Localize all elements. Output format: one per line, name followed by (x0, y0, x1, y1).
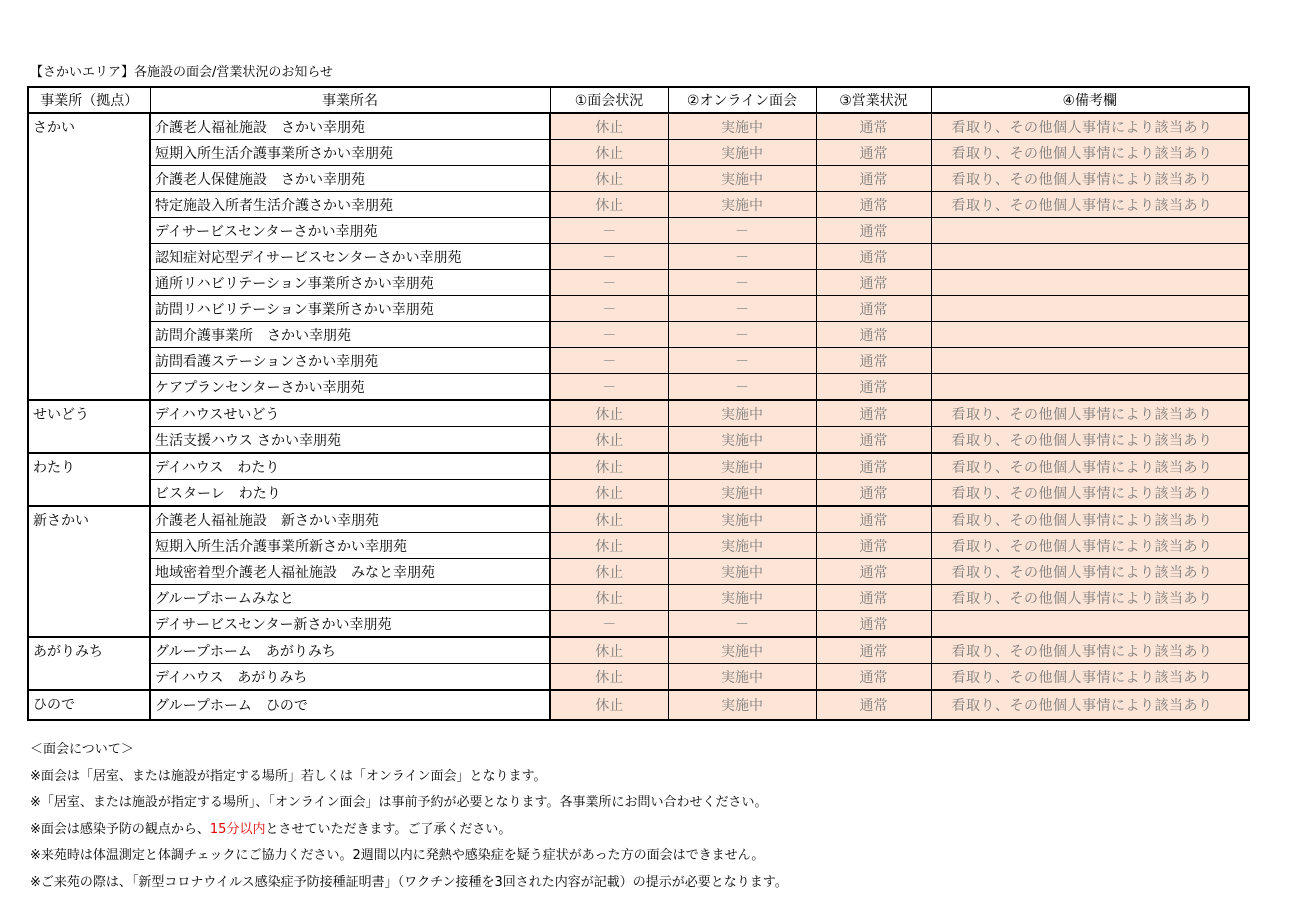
office-cell: せいどう (28, 400, 150, 453)
table-row (28, 140, 1249, 166)
visit-status-cell: － (550, 296, 668, 322)
facility-name-cell: 訪問介護事業所 さかい幸朋苑 (150, 322, 550, 348)
remarks-cell (931, 611, 1249, 638)
remarks-cell (931, 244, 1249, 270)
facility-status-table (27, 86, 1250, 721)
remarks-cell: 看取り、その他個人事情により該当あり (931, 453, 1249, 480)
visit-status-cell: 休止 (550, 690, 668, 720)
note-line-4: ※来苑時は体温測定と体調チェックにご協力ください。2週間以内に発熱や感染症を疑う症状があった方の面会はできません。 (30, 848, 765, 863)
header-facility-name: 事業所名 (150, 87, 550, 113)
business-status-cell: 通常 (816, 166, 931, 192)
table-row (28, 374, 1249, 401)
header-visit-status: ①面会状況 (550, 87, 668, 113)
online-visit-cell: 実施中 (668, 664, 816, 691)
online-visit-cell: 実施中 (668, 453, 816, 480)
business-status-cell: 通常 (816, 637, 931, 664)
facility-name-cell: デイハウスせいどう (150, 400, 550, 427)
note-time-limit-highlight: 15分以内 (209, 821, 266, 837)
table-row (28, 192, 1249, 218)
note-line-3-before: ※面会は感染予防の観点から、 (30, 821, 210, 837)
remarks-cell: 看取り、その他個人事情により該当あり (931, 585, 1249, 611)
note-line-3-after: とさせていただきます。ご了承ください。 (265, 821, 512, 837)
visit-status-cell: 休止 (550, 533, 668, 559)
note-line-3 (30, 817, 788, 844)
facility-name-cell: 訪問看護ステーションさかい幸朋苑 (150, 348, 550, 374)
note-line-1: ※面会は「居室、または施設が指定する場所」若しくは「オンライン面会」となります。 (30, 768, 547, 784)
visit-status-cell: 休止 (550, 637, 668, 664)
business-status-cell: 通常 (816, 611, 931, 638)
facility-name-cell: グループホーム ひので (150, 690, 550, 720)
online-visit-cell: 実施中 (668, 140, 816, 166)
online-visit-cell: － (668, 348, 816, 374)
visit-status-cell: － (550, 348, 668, 374)
facility-name-cell: 短期入所生活介護事業所新さかい幸朋苑 (150, 533, 550, 559)
visit-status-cell: － (550, 244, 668, 270)
visit-status-cell: 休止 (550, 453, 668, 480)
header-online-visit: ②オンライン面会 (668, 87, 816, 113)
remarks-cell (931, 348, 1249, 374)
online-visit-cell: 実施中 (668, 533, 816, 559)
facility-name-cell: 訪問リハビリテーション事業所さかい幸朋苑 (150, 296, 550, 322)
table-row (28, 637, 1249, 664)
visit-status-cell: 休止 (550, 166, 668, 192)
office-cell: あがりみち (28, 637, 150, 690)
table-row (28, 166, 1249, 192)
remarks-cell: 看取り、その他個人事情により該当あり (931, 480, 1249, 507)
remarks-cell: 看取り、その他個人事情により該当あり (931, 690, 1249, 720)
note-line-2: ※「居室、または施設が指定する場所」、「オンライン面会」は事前予約が必要となります。各事業所にお問い合わせください。 (30, 795, 768, 810)
table-row (28, 664, 1249, 691)
remarks-cell: 看取り、その他個人事情により該当あり (931, 533, 1249, 559)
visit-status-cell: － (550, 611, 668, 638)
visit-notes (30, 737, 788, 896)
visit-status-cell: － (550, 218, 668, 244)
business-status-cell: 通常 (816, 113, 931, 140)
table-row (28, 559, 1249, 585)
facility-name-cell: 認知症対応型デイサービスセンターさかい幸朋苑 (150, 244, 550, 270)
facility-name-cell: 特定施設入所者生活介護さかい幸朋苑 (150, 192, 550, 218)
facility-name-cell: デイサービスセンターさかい幸朋苑 (150, 218, 550, 244)
remarks-cell (931, 270, 1249, 296)
table-row (28, 453, 1249, 480)
visit-status-cell: 休止 (550, 559, 668, 585)
online-visit-cell: 実施中 (668, 585, 816, 611)
online-visit-cell: － (668, 244, 816, 270)
online-visit-cell: 実施中 (668, 400, 816, 427)
online-visit-cell: － (668, 270, 816, 296)
online-visit-cell: － (668, 218, 816, 244)
business-status-cell: 通常 (816, 348, 931, 374)
business-status-cell: 通常 (816, 427, 931, 454)
notes-heading: ＜面会について＞ (30, 742, 134, 757)
business-status-cell: 通常 (816, 664, 931, 691)
online-visit-cell: － (668, 322, 816, 348)
business-status-cell: 通常 (816, 374, 931, 401)
remarks-cell: 看取り、その他個人事情により該当あり (931, 664, 1249, 691)
business-status-cell: 通常 (816, 270, 931, 296)
facility-name-cell: 地域密着型介護老人福祉施設 みなと幸朋苑 (150, 559, 550, 585)
business-status-cell: 通常 (816, 506, 931, 533)
online-visit-cell: 実施中 (668, 166, 816, 192)
visit-status-cell: 休止 (550, 400, 668, 427)
header-office: 事業所（拠点） (28, 87, 150, 113)
facility-name-cell: グループホーム あがりみち (150, 637, 550, 664)
visit-status-cell: － (550, 374, 668, 401)
table-row (28, 348, 1249, 374)
business-status-cell: 通常 (816, 690, 931, 720)
business-status-cell: 通常 (816, 400, 931, 427)
visit-status-cell: 休止 (550, 506, 668, 533)
business-status-cell: 通常 (816, 453, 931, 480)
remarks-cell: 看取り、その他個人事情により該当あり (931, 113, 1249, 140)
remarks-cell: 看取り、その他個人事情により該当あり (931, 140, 1249, 166)
visit-status-cell: － (550, 322, 668, 348)
office-cell: 新さかい (28, 506, 150, 637)
table-row (28, 611, 1249, 638)
remarks-cell (931, 322, 1249, 348)
table-row (28, 218, 1249, 244)
facility-name-cell: デイサービスセンター新さかい幸朋苑 (150, 611, 550, 638)
business-status-cell: 通常 (816, 218, 931, 244)
header-business-status: ③営業状況 (816, 87, 931, 113)
facility-name-cell: 短期入所生活介護事業所さかい幸朋苑 (150, 140, 550, 166)
remarks-cell: 看取り、その他個人事情により該当あり (931, 166, 1249, 192)
online-visit-cell: 実施中 (668, 113, 816, 140)
remarks-cell (931, 218, 1249, 244)
office-cell: ひので (28, 690, 150, 720)
table-row (28, 506, 1249, 533)
online-visit-cell: 実施中 (668, 192, 816, 218)
table-row (28, 427, 1249, 454)
remarks-cell: 看取り、その他個人事情により該当あり (931, 427, 1249, 454)
remarks-cell: 看取り、その他個人事情により該当あり (931, 637, 1249, 664)
business-status-cell: 通常 (816, 296, 931, 322)
business-status-cell: 通常 (816, 559, 931, 585)
note-line-5: ※ご来苑の際は、「新型コロナウイルス感染症予防接種証明書」（ワクチン接種を3回された内容が記載）の提示が必要となります。 (30, 874, 788, 890)
table-row (28, 322, 1249, 348)
online-visit-cell: 実施中 (668, 480, 816, 507)
business-status-cell: 通常 (816, 322, 931, 348)
business-status-cell: 通常 (816, 533, 931, 559)
facility-name-cell: 介護老人福祉施設 新さかい幸朋苑 (150, 506, 550, 533)
header-remarks: ④備考欄 (931, 87, 1249, 113)
office-cell: わたり (28, 453, 150, 506)
facility-name-cell: 生活支援ハウス さかい幸朋苑 (150, 427, 550, 454)
visit-status-cell: 休止 (550, 113, 668, 140)
table-row (28, 270, 1249, 296)
visit-status-cell: 休止 (550, 427, 668, 454)
table-row (28, 113, 1249, 140)
online-visit-cell: 実施中 (668, 506, 816, 533)
office-cell: さかい (28, 113, 150, 400)
table-row (28, 533, 1249, 559)
table-body (28, 113, 1249, 720)
remarks-cell (931, 374, 1249, 401)
facility-name-cell: ケアプランセンターさかい幸朋苑 (150, 374, 550, 401)
facility-name-cell: デイハウス あがりみち (150, 664, 550, 691)
remarks-cell: 看取り、その他個人事情により該当あり (931, 400, 1249, 427)
facility-name-cell: 介護老人福祉施設 さかい幸朋苑 (150, 113, 550, 140)
business-status-cell: 通常 (816, 192, 931, 218)
visit-status-cell: 休止 (550, 480, 668, 507)
online-visit-cell: － (668, 374, 816, 401)
business-status-cell: 通常 (816, 140, 931, 166)
online-visit-cell: 実施中 (668, 690, 816, 720)
visit-status-cell: 休止 (550, 192, 668, 218)
table-row (28, 585, 1249, 611)
table-header-row (28, 87, 1249, 113)
business-status-cell: 通常 (816, 480, 931, 507)
visit-status-cell: － (550, 270, 668, 296)
table-row (28, 244, 1249, 270)
remarks-cell: 看取り、その他個人事情により該当あり (931, 506, 1249, 533)
visit-status-cell: 休止 (550, 664, 668, 691)
remarks-cell: 看取り、その他個人事情により該当あり (931, 192, 1249, 218)
online-visit-cell: － (668, 296, 816, 322)
business-status-cell: 通常 (816, 244, 931, 270)
table-row (28, 400, 1249, 427)
visit-status-cell: 休止 (550, 585, 668, 611)
visit-status-cell: 休止 (550, 140, 668, 166)
remarks-cell (931, 296, 1249, 322)
facility-name-cell: デイハウス わたり (150, 453, 550, 480)
table-row (28, 480, 1249, 507)
table-row (28, 296, 1249, 322)
online-visit-cell: 実施中 (668, 637, 816, 664)
online-visit-cell: 実施中 (668, 427, 816, 454)
facility-name-cell: 介護老人保健施設 さかい幸朋苑 (150, 166, 550, 192)
table-row (28, 690, 1249, 720)
business-status-cell: 通常 (816, 585, 931, 611)
remarks-cell: 看取り、その他個人事情により該当あり (931, 559, 1249, 585)
facility-name-cell: 通所リハビリテーション事業所さかい幸朋苑 (150, 270, 550, 296)
page-title: 【さかいエリア】各施設の面会/営業状況のお知らせ (30, 65, 333, 80)
online-visit-cell: － (668, 611, 816, 638)
facility-name-cell: グループホームみなと (150, 585, 550, 611)
online-visit-cell: 実施中 (668, 559, 816, 585)
facility-name-cell: ビスターレ わたり (150, 480, 550, 507)
